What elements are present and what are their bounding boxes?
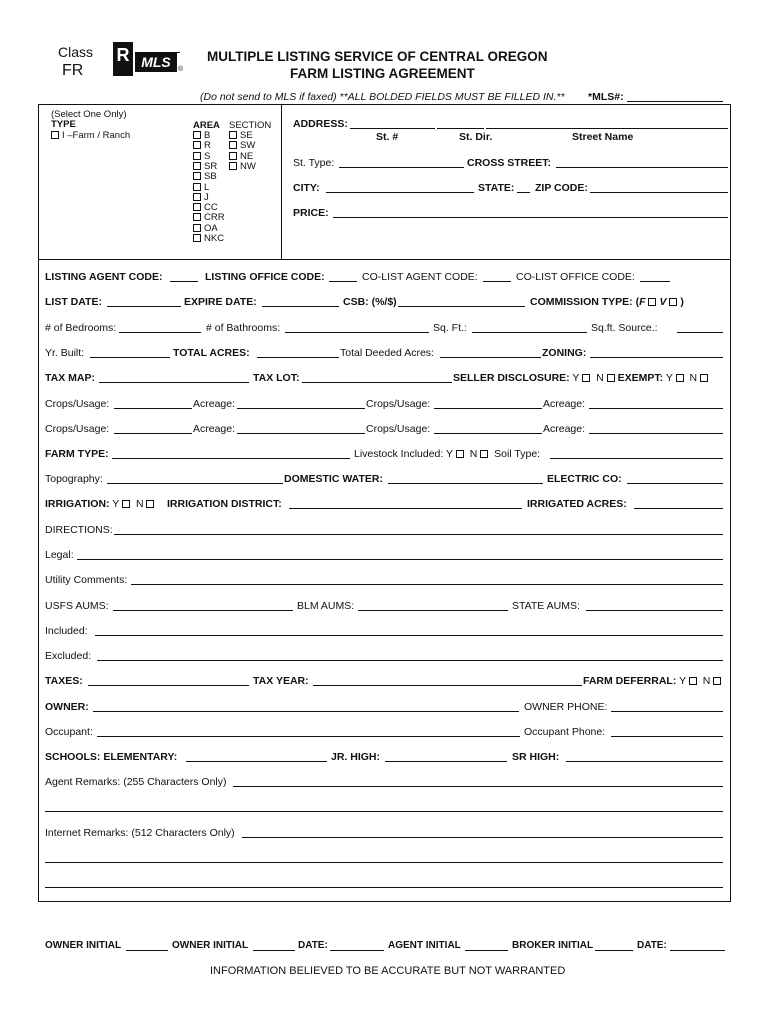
street-number-field[interactable] bbox=[350, 128, 435, 129]
area-label: AREA bbox=[193, 120, 220, 131]
internet-remarks-label: Internet Remarks: (512 Characters Only) bbox=[45, 827, 235, 839]
listing-agent-code-label: LISTING AGENT CODE: bbox=[45, 271, 163, 283]
acreage-2-label: Acreage: bbox=[543, 398, 586, 410]
area-option-crr[interactable]: CRR bbox=[193, 213, 225, 224]
agent-initial-label: AGENT INITIAL bbox=[388, 940, 461, 951]
checkbox-icon bbox=[193, 203, 201, 211]
livestock-no-checkbox[interactable] bbox=[480, 450, 488, 458]
tax-lot-field[interactable] bbox=[302, 382, 452, 383]
colist-agent-code-label: CO-LIST AGENT CODE: bbox=[362, 271, 478, 283]
internet-remarks-field-2[interactable] bbox=[45, 862, 723, 863]
crops-usage-3-label: Crops/Usage: bbox=[45, 423, 110, 435]
farm-deferral-yes-checkbox[interactable] bbox=[689, 677, 697, 685]
section-label: SECTION bbox=[229, 120, 272, 131]
realtor-r-icon: R bbox=[113, 42, 133, 68]
directions-field[interactable] bbox=[114, 534, 723, 535]
expire-date-label: EXPIRE DATE: bbox=[184, 296, 257, 308]
owner-initial-2-label: OWNER INITIAL bbox=[172, 940, 249, 951]
acreage-4-label: Acreage: bbox=[543, 423, 586, 435]
acreage-1-label: Acreage: bbox=[193, 398, 236, 410]
tax-year-field[interactable] bbox=[313, 685, 582, 686]
owner-initial-1-label: OWNER INITIAL bbox=[45, 940, 122, 951]
agent-initial-field[interactable] bbox=[465, 950, 508, 951]
type-label: TYPE bbox=[51, 119, 76, 130]
taxes-field[interactable] bbox=[88, 685, 249, 686]
sqft-field[interactable] bbox=[472, 332, 587, 333]
type-option-label: I –Farm / Ranch bbox=[62, 130, 131, 141]
occupant-phone-label: Occupant Phone: bbox=[524, 726, 606, 738]
crops-usage-3-field[interactable] bbox=[114, 433, 192, 434]
type-option-farm[interactable] bbox=[51, 131, 130, 142]
area-option-r[interactable]: R bbox=[193, 141, 211, 152]
city-label: CITY: bbox=[293, 182, 320, 194]
schools-elementary-label: SCHOOLS: ELEMENTARY: bbox=[45, 751, 178, 763]
included-field[interactable] bbox=[95, 635, 723, 636]
instruction-text: (Do not send to MLS if faxed) **ALL BOLDED FIELDS MUST BE FILLED IN.** bbox=[200, 91, 565, 103]
total-acres-label: TOTAL ACRES: bbox=[173, 347, 250, 359]
legal-label: Legal: bbox=[45, 549, 74, 561]
area-option-l[interactable]: L bbox=[193, 183, 209, 194]
domestic-water-field[interactable] bbox=[388, 483, 543, 484]
tax-year-label: TAX YEAR: bbox=[253, 675, 309, 687]
mls-number-field[interactable] bbox=[627, 101, 723, 102]
csb-label: CSB: (%/$) bbox=[343, 296, 397, 308]
class-code: FR bbox=[62, 62, 84, 79]
colist-agent-code-field[interactable] bbox=[483, 281, 511, 282]
commission-f-checkbox[interactable] bbox=[648, 298, 656, 306]
state-aums-field[interactable] bbox=[586, 610, 723, 611]
crops-usage-2-label: Crops/Usage: bbox=[366, 398, 431, 410]
checkbox-icon bbox=[193, 141, 201, 149]
seller-disclosure-no-checkbox[interactable] bbox=[607, 374, 615, 382]
checkbox-icon bbox=[193, 152, 201, 160]
bedrooms-label: # of Bedrooms: bbox=[45, 322, 117, 334]
street-dir-caption: St. Dir. bbox=[459, 131, 493, 143]
checkbox-icon bbox=[193, 224, 201, 232]
farm-type-label: FARM TYPE: bbox=[45, 448, 109, 460]
checkbox-icon bbox=[193, 162, 201, 170]
deeded-acres-label: Total Deeded Acres: bbox=[340, 347, 434, 359]
agent-remarks-field-2[interactable] bbox=[45, 811, 723, 812]
state-field[interactable] bbox=[517, 192, 530, 193]
expire-date-field[interactable] bbox=[262, 306, 339, 307]
irrigation-district-field[interactable] bbox=[289, 508, 522, 509]
directions-label: DIRECTIONS: bbox=[45, 524, 113, 536]
bathrooms-field[interactable] bbox=[285, 332, 429, 333]
state-label: STATE: bbox=[478, 182, 515, 194]
deeded-acres-field[interactable] bbox=[440, 357, 541, 358]
street-dir-field[interactable] bbox=[437, 128, 484, 129]
csb-field[interactable] bbox=[398, 306, 525, 307]
owner-label: OWNER: bbox=[45, 701, 89, 713]
agent-remarks-field-1[interactable] bbox=[233, 786, 723, 787]
street-number-caption: St. # bbox=[376, 131, 399, 143]
electric-co-field[interactable] bbox=[627, 483, 723, 484]
listing-office-code-label: LISTING OFFICE CODE: bbox=[205, 271, 325, 283]
year-built-field[interactable] bbox=[90, 357, 170, 358]
crops-usage-4-field[interactable] bbox=[434, 433, 542, 434]
list-date-label: LIST DATE: bbox=[45, 296, 102, 308]
price-label: PRICE: bbox=[293, 207, 329, 219]
acreage-4-field[interactable] bbox=[589, 433, 723, 434]
irrigation-yes-checkbox[interactable] bbox=[122, 500, 130, 508]
year-built-label: Yr. Built: bbox=[45, 347, 85, 359]
area-option-sb[interactable]: SB bbox=[193, 172, 217, 183]
total-acres-field[interactable] bbox=[257, 357, 339, 358]
crops-usage-4-label: Crops/Usage: bbox=[366, 423, 431, 435]
checkbox-icon bbox=[229, 162, 237, 170]
occupant-label: Occupant: bbox=[45, 726, 93, 738]
section-option-ne[interactable]: NE bbox=[229, 152, 253, 163]
checkbox-icon bbox=[193, 193, 201, 201]
irrigation-no-checkbox[interactable] bbox=[146, 500, 154, 508]
address-label: ADDRESS: bbox=[293, 118, 348, 130]
area-option-b[interactable]: B bbox=[193, 131, 210, 142]
checkbox-icon bbox=[193, 183, 201, 191]
zoning-label: ZONING: bbox=[542, 347, 587, 359]
sqft-source-field[interactable] bbox=[677, 332, 723, 333]
disclaimer-text: INFORMATION BELIEVED TO BE ACCURATE BUT NOT WARRANTED bbox=[210, 965, 566, 977]
topography-label: Topography: bbox=[45, 473, 103, 485]
price-field[interactable] bbox=[333, 217, 728, 218]
seller-disclosure-group: SELLER DISCLOSURE: Y N EXEMPT: Y N bbox=[453, 372, 711, 384]
section-option-nw[interactable]: NW bbox=[229, 162, 256, 173]
mls-number-label: *MLS#: bbox=[588, 91, 624, 103]
crops-usage-1-field[interactable] bbox=[114, 408, 192, 409]
class-label: Class bbox=[58, 44, 94, 60]
list-date-field[interactable] bbox=[107, 306, 181, 307]
domestic-water-label: DOMESTIC WATER: bbox=[284, 473, 383, 485]
street-name-field[interactable] bbox=[486, 128, 728, 129]
realtor-logo: R MLS ® bbox=[113, 42, 183, 78]
acreage-1-field[interactable] bbox=[237, 408, 365, 409]
date-1-label: DATE: bbox=[298, 940, 328, 951]
jr-high-label: JR. HIGH: bbox=[331, 751, 381, 763]
mls-logo-text: MLS bbox=[135, 52, 177, 72]
schools-elementary-field[interactable] bbox=[186, 761, 327, 762]
taxes-label: TAXES: bbox=[45, 675, 83, 687]
zip-field[interactable] bbox=[590, 192, 728, 193]
bathrooms-label: # of Bathrooms: bbox=[206, 322, 281, 334]
owner-field[interactable] bbox=[93, 711, 519, 712]
electric-co-label: ELECTRIC CO: bbox=[547, 473, 622, 485]
tax-map-label: TAX MAP: bbox=[45, 372, 95, 384]
date-2-label: DATE: bbox=[637, 940, 667, 951]
utility-comments-label: Utility Comments: bbox=[45, 574, 128, 586]
topography-field[interactable] bbox=[107, 483, 283, 484]
area-option-nkc[interactable]: NKC bbox=[193, 234, 224, 245]
agent-remarks-label: Agent Remarks: (255 Characters Only) bbox=[45, 776, 227, 788]
broker-initial-label: BROKER INITIAL bbox=[512, 940, 594, 951]
checkbox-icon bbox=[51, 131, 59, 139]
checkbox-icon bbox=[193, 131, 201, 139]
irrigated-acres-label: IRRIGATED ACRES: bbox=[527, 498, 627, 510]
city-field[interactable] bbox=[326, 192, 474, 193]
checkbox-icon bbox=[193, 213, 201, 221]
tax-lot-label: TAX LOT: bbox=[253, 372, 300, 384]
select-one-note: (Select One Only) bbox=[51, 109, 127, 120]
jr-high-field[interactable] bbox=[385, 761, 507, 762]
livestock-yes-checkbox[interactable] bbox=[456, 450, 464, 458]
section-option-sw[interactable]: SW bbox=[229, 141, 255, 152]
soil-type-field[interactable] bbox=[550, 458, 723, 459]
date-1-field[interactable] bbox=[330, 950, 384, 951]
colist-office-code-label: CO-LIST OFFICE CODE: bbox=[516, 271, 635, 283]
checkbox-icon bbox=[229, 141, 237, 149]
excluded-label: Excluded: bbox=[45, 650, 92, 662]
area-option-cc[interactable]: CC bbox=[193, 203, 218, 214]
street-type-label: St. Type: bbox=[293, 157, 335, 169]
seller-disclosure-yes-checkbox[interactable] bbox=[582, 374, 590, 382]
sr-high-field[interactable] bbox=[566, 761, 723, 762]
street-type-field[interactable] bbox=[339, 167, 464, 168]
sqft-source-label: Sq.ft. Source.: bbox=[591, 322, 658, 334]
legal-field[interactable] bbox=[77, 559, 723, 560]
checkbox-icon bbox=[229, 131, 237, 139]
broker-initial-field[interactable] bbox=[595, 950, 633, 951]
date-2-field[interactable] bbox=[670, 950, 725, 951]
acreage-3-field[interactable] bbox=[237, 433, 365, 434]
irrigation-district-label: IRRIGATION DISTRICT: bbox=[167, 498, 282, 510]
area-option-sr[interactable]: SR bbox=[193, 162, 217, 173]
tax-map-field[interactable] bbox=[99, 382, 249, 383]
farm-deferral-no-checkbox[interactable] bbox=[713, 677, 721, 685]
exempt-no-checkbox[interactable] bbox=[700, 374, 708, 382]
top-section-divider bbox=[38, 259, 731, 260]
farm-type-field[interactable] bbox=[112, 458, 350, 459]
commission-type-label: COMMISSION TYPE: (F V ) bbox=[530, 296, 684, 308]
acreage-3-label: Acreage: bbox=[193, 423, 236, 435]
owner-phone-field[interactable] bbox=[611, 711, 723, 712]
acreage-2-field[interactable] bbox=[589, 408, 723, 409]
usfs-aums-field[interactable] bbox=[113, 610, 293, 611]
section-option-se[interactable]: SE bbox=[229, 131, 253, 142]
owner-initial-1-field[interactable] bbox=[126, 950, 168, 951]
zoning-field[interactable] bbox=[590, 357, 723, 358]
zip-label: ZIP CODE: bbox=[535, 182, 588, 194]
crops-usage-2-field[interactable] bbox=[434, 408, 542, 409]
crops-usage-1-label: Crops/Usage: bbox=[45, 398, 110, 410]
exempt-yes-checkbox[interactable] bbox=[676, 374, 684, 382]
commission-v-checkbox[interactable] bbox=[669, 298, 677, 306]
excluded-field[interactable] bbox=[97, 660, 723, 661]
type-box-divider bbox=[281, 104, 282, 259]
form-title-line1: MULTIPLE LISTING SERVICE OF CENTRAL OREGON bbox=[207, 49, 548, 64]
internet-remarks-field-1[interactable] bbox=[242, 837, 723, 838]
occupant-field[interactable] bbox=[97, 736, 520, 737]
sqft-label: Sq. Ft.: bbox=[433, 322, 467, 334]
state-aums-label: STATE AUMS: bbox=[512, 600, 580, 612]
occupant-phone-field[interactable] bbox=[611, 736, 723, 737]
internet-remarks-field-3[interactable] bbox=[45, 887, 723, 888]
irrigated-acres-field[interactable] bbox=[634, 508, 723, 509]
listing-office-code-field[interactable] bbox=[329, 281, 357, 282]
usfs-aums-label: USFS AUMS: bbox=[45, 600, 109, 612]
form-title-line2: FARM LISTING AGREEMENT bbox=[290, 66, 475, 81]
checkbox-icon bbox=[193, 234, 201, 242]
blm-aums-field[interactable] bbox=[358, 610, 508, 611]
utility-comments-field[interactable] bbox=[131, 584, 723, 585]
livestock-group: Livestock Included: Y N Soil Type: bbox=[354, 448, 541, 460]
cross-street-field[interactable] bbox=[556, 167, 728, 168]
sr-high-label: SR HIGH: bbox=[512, 751, 560, 763]
area-option-oa[interactable]: OA bbox=[193, 224, 218, 235]
owner-initial-2-field[interactable] bbox=[253, 950, 295, 951]
cross-street-label: CROSS STREET: bbox=[467, 157, 552, 169]
area-option-j[interactable]: J bbox=[193, 193, 209, 204]
area-option-s[interactable]: S bbox=[193, 152, 210, 163]
checkbox-icon bbox=[193, 172, 201, 180]
included-label: Included: bbox=[45, 625, 88, 637]
checkbox-icon bbox=[229, 152, 237, 160]
owner-phone-label: OWNER PHONE: bbox=[524, 701, 608, 713]
street-name-caption: Street Name bbox=[572, 131, 634, 143]
irrigation-group: IRRIGATION: Y N bbox=[45, 498, 157, 510]
farm-deferral-group: FARM DEFERRAL: Y N bbox=[583, 675, 724, 687]
bedrooms-field[interactable] bbox=[119, 332, 201, 333]
listing-agent-code-field[interactable] bbox=[170, 281, 198, 282]
blm-aums-label: BLM AUMS: bbox=[297, 600, 355, 612]
colist-office-code-field[interactable] bbox=[640, 281, 670, 282]
